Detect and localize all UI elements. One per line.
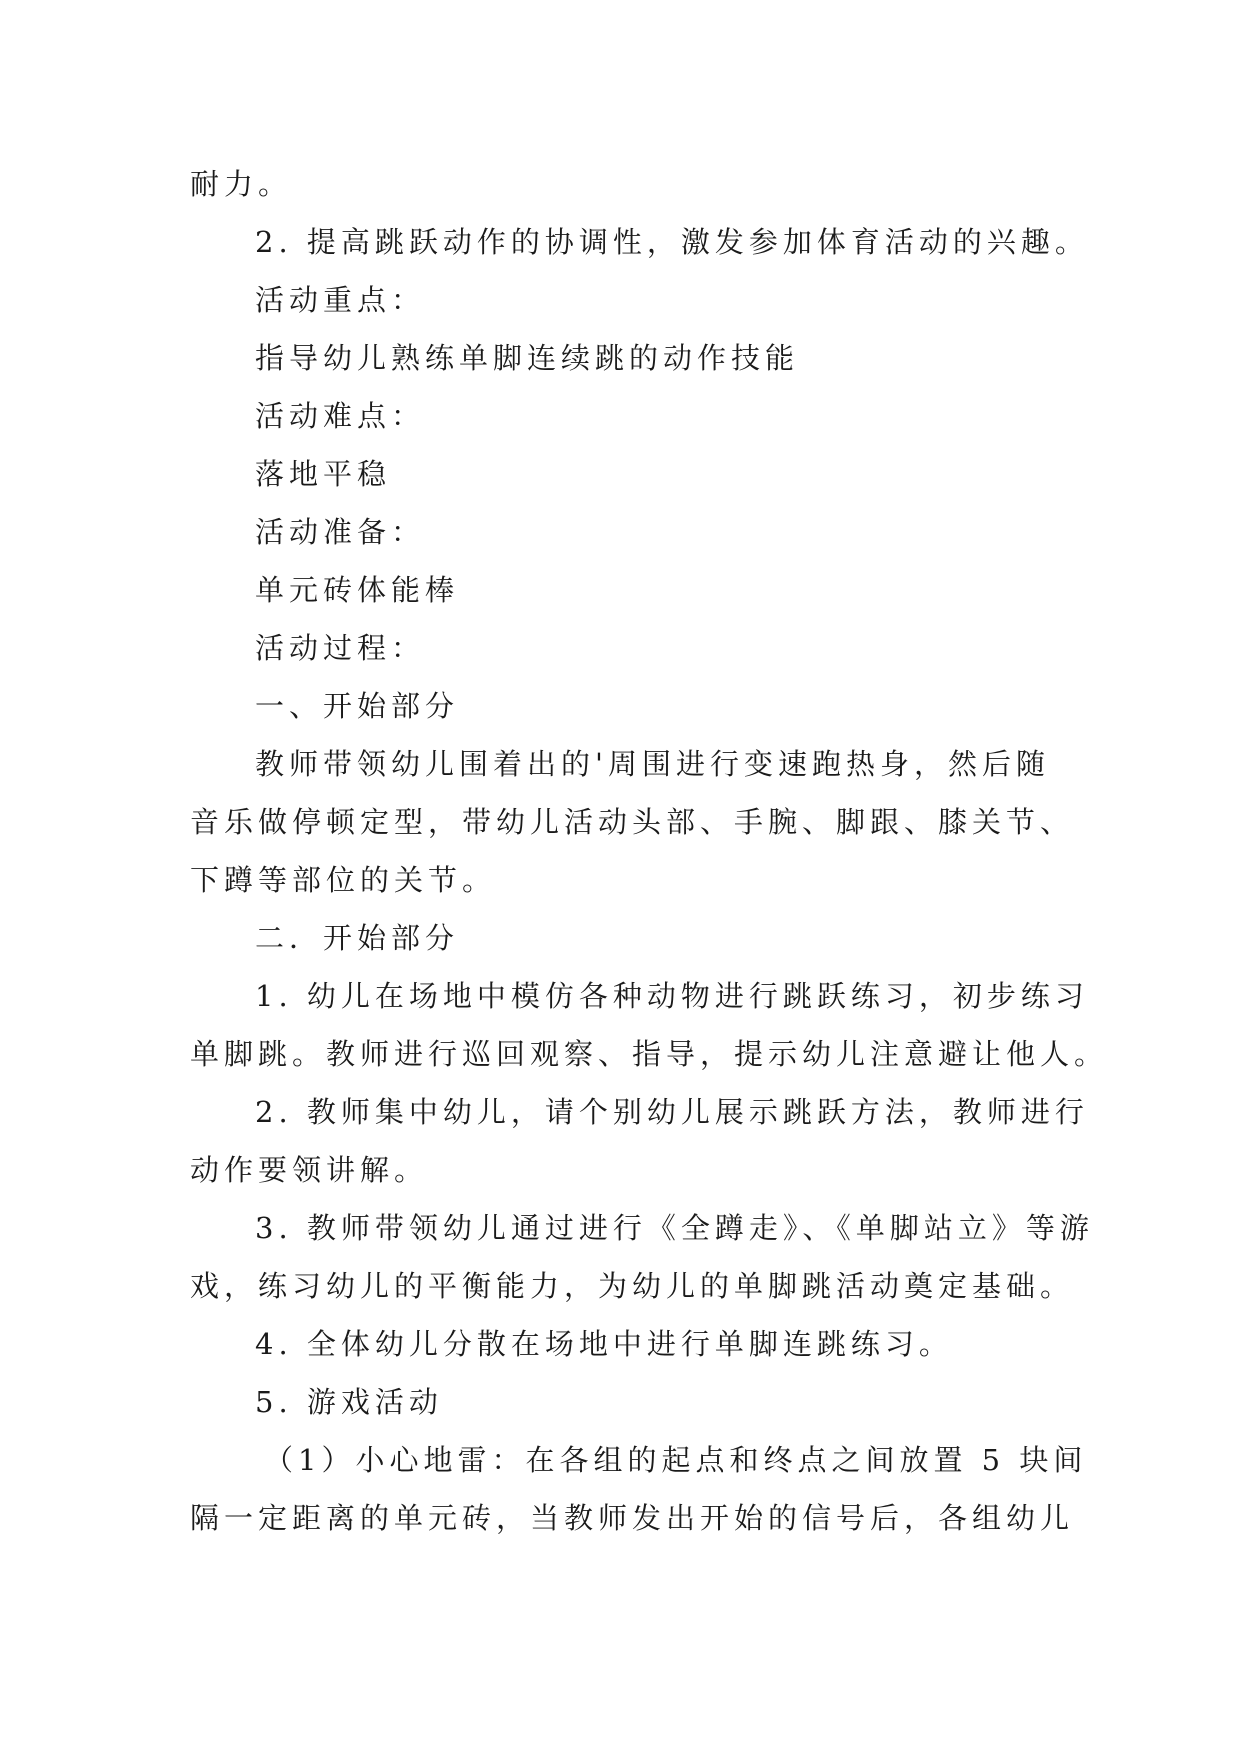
text-line: 动作要领讲解。 <box>190 1153 429 1187</box>
section-heading: 活动准备： <box>255 515 426 549</box>
text-line: 单元砖体能棒 <box>255 573 460 607</box>
text-line: 单脚跳。教师进行巡回观察、指导，提示幼儿注意避让他人。 <box>190 1037 1109 1071</box>
text-line: 2. 教师集中幼儿，请个别幼儿展示跳跃方法，教师进行 <box>255 1095 1089 1129</box>
section-heading: 二．开始部分 <box>255 921 460 955</box>
text-line: 戏，练习幼儿的平衡能力，为幼儿的单脚跳活动奠定基础。 <box>190 1269 1075 1303</box>
section-heading: 活动过程： <box>255 631 426 665</box>
text-line: 1. 幼儿在场地中模仿各种动物进行跳跃练习，初步练习 <box>255 979 1089 1013</box>
text-line: 2. 提高跳跃动作的协调性，激发参加体育活动的兴趣。 <box>255 225 1089 259</box>
text-line: 落地平稳 <box>255 457 392 491</box>
text-line: 耐力。 <box>190 167 293 201</box>
text-line: 隔一定距离的单元砖，当教师发出开始的信号后，各组幼儿 <box>190 1501 1075 1535</box>
text-line: 5. 游戏活动 <box>255 1385 443 1419</box>
text-line: 教师带领幼儿围着出的'周围进行变速跑热身，然后随 <box>255 747 1050 781</box>
text-line: 4. 全体幼儿分散在场地中进行单脚连跳练习。 <box>255 1327 953 1361</box>
text-line: 指导幼儿熟练单脚连续跳的动作技能 <box>255 341 800 375</box>
text-line: 3. 教师带领幼儿通过进行《全蹲走》、《单脚站立》等游 <box>255 1211 1094 1245</box>
text-line: 音乐做停顿定型，带幼儿活动头部、手腕、脚跟、膝关节、 <box>190 805 1075 839</box>
section-heading: 一、开始部分 <box>255 689 460 723</box>
text-line: （1）小心地雷：在各组的起点和终点之间放置 5 块间 <box>264 1443 1088 1477</box>
text-line: 下蹲等部位的关节。 <box>190 863 497 897</box>
section-heading: 活动难点： <box>255 399 426 433</box>
section-heading: 活动重点： <box>255 283 426 317</box>
